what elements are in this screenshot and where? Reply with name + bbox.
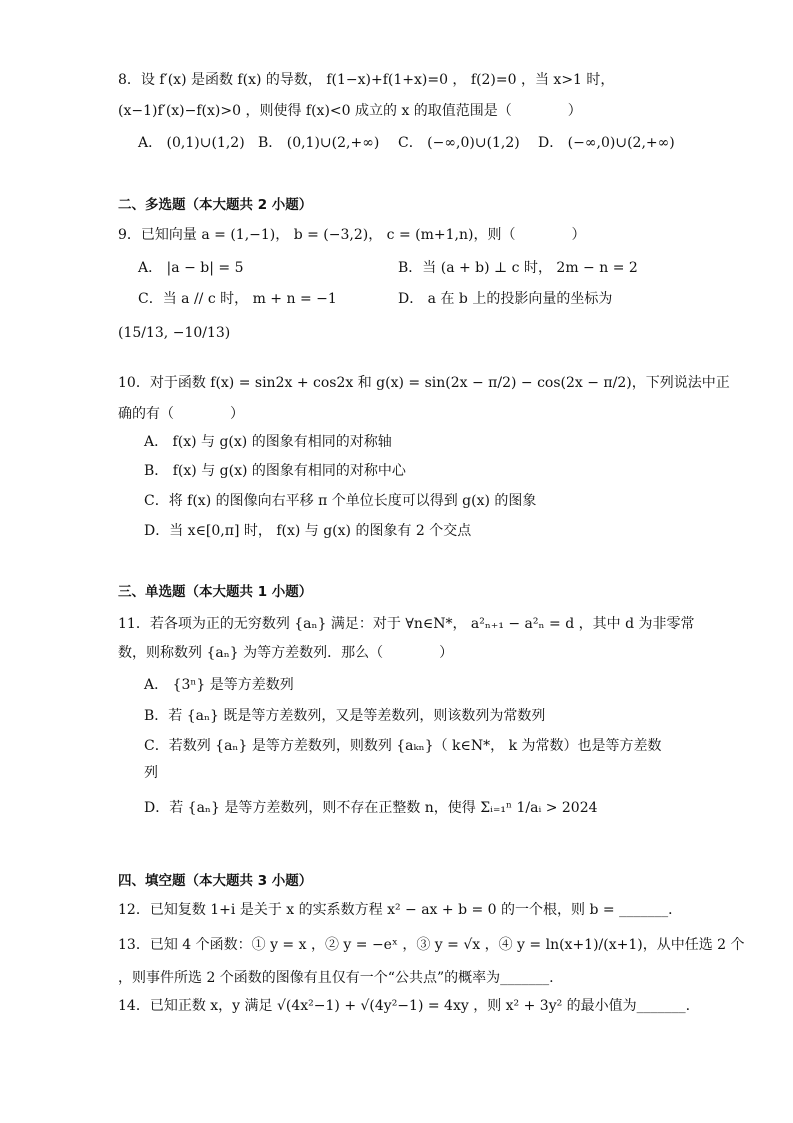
q8-line2: (x−1)f′(x)−f(x)>0 ，则使得 f(x)<0 成立的 x 的取值范围是（ ） xyxy=(118,103,582,119)
q11-option-c-line1: C．若数列 {aₙ} 是等方差数列，则数列 {aₖₙ}（ k∈N*， k 为常数）也是等方差数 xyxy=(144,738,662,754)
section-heading-fill: 四、填空题（本大题共 3 小题） xyxy=(118,873,313,889)
q12-line: 12．已知复数 1+i 是关于 x 的实系数方程 x² − ax + b = 0 的一个根，则 b = _______． xyxy=(118,902,683,918)
q8-option-a: A． (0,1)∪(1,2) xyxy=(138,135,245,151)
q13-line1: 13．已知 4 个函数：① y = x ，② y = −eˣ ，③ y = √x ，④ y = ln(x+1)/(x+1)，从中任选 2 个 xyxy=(118,937,745,953)
q10-option-a: A． f(x) 与 g(x) 的图象有相同的对称轴 xyxy=(144,434,392,450)
q9-option-d-line2: (15/13, −10/13) xyxy=(118,325,231,341)
q9-option-c: C．当 a // c 时， m + n = −1 xyxy=(138,291,337,307)
q10-line1: 10．对于函数 f(x) = sin2x + cos2x 和 g(x) = sin(2x − π/2) − cos(2x − π/2)，下列说法中正 xyxy=(118,375,730,391)
q11-line1: 11．若各项为正的无穷数列 {aₙ} 满足：对于 ∀n∈N*， a²ₙ₊₁ − a²ₙ = d ，其中 d 为非零常 xyxy=(118,616,695,632)
q11-line2: 数，则称数列 {aₙ} 为等方差数列．那么（ ） xyxy=(118,645,454,661)
q14-line: 14．已知正数 x，y 满足 √(4x²−1) + √(4y²−1) = 4xy ，则 x² + 3y² 的最小值为_______. xyxy=(118,998,691,1014)
q9-option-b: B．当 (a + b) ⊥ c 时， 2m − n = 2 xyxy=(398,260,638,276)
q11-option-d: D．若 {aₙ} 是等方差数列，则不存在正整数 n，使得 Σᵢ₌₁ⁿ 1/aᵢ > 2024 xyxy=(144,800,598,816)
q9-option-d-line1: D． a 在 b 上的投影向量的坐标为 xyxy=(398,291,613,307)
q9-stem: 9．已知向量 a = (1,−1)， b = (−3,2)， c = (m+1,n)，则（ ） xyxy=(118,227,586,243)
q10-option-c: C．将 f(x) 的图像向右平移 π 个单位长度可以得到 g(x) 的图象 xyxy=(144,493,537,509)
q8-option-d: D． (−∞,0)∪(2,+∞) xyxy=(538,135,675,151)
q10-option-b: B． f(x) 与 g(x) 的图象有相同的对称中心 xyxy=(144,463,406,479)
q11-option-c-line2: 列 xyxy=(144,765,158,781)
q8-option-b: B． (0,1)∪(2,+∞) xyxy=(258,135,380,151)
q9-option-a: A． |a − b| = 5 xyxy=(138,260,244,276)
section-heading-multi: 二、多选题（本大题共 2 小题） xyxy=(118,197,313,213)
q8-line1: 8．设 f′(x) 是函数 f(x) 的导数， f(1−x)+f(1+x)=0 ， f(2)=0 ，当 x>1 时， xyxy=(118,72,615,88)
q13-line2: ，则事件所选 2 个函数的图像有且仅有一个“公共点”的概率为_______. xyxy=(118,970,554,986)
q10-line2: 确的有（ ） xyxy=(118,406,244,422)
q10-option-d: D．当 x∈[0,π] 时， f(x) 与 g(x) 的图象有 2 个交点 xyxy=(144,523,472,539)
q8-option-c: C． (−∞,0)∪(1,2) xyxy=(398,135,520,151)
section-heading-single: 三、单选题（本大题共 1 小题） xyxy=(118,584,313,600)
q11-option-b: B．若 {aₙ} 既是等方差数列，又是等差数列，则该数列为常数列 xyxy=(144,708,546,724)
q11-option-a: A． {3ⁿ} 是等方差数列 xyxy=(144,677,294,693)
